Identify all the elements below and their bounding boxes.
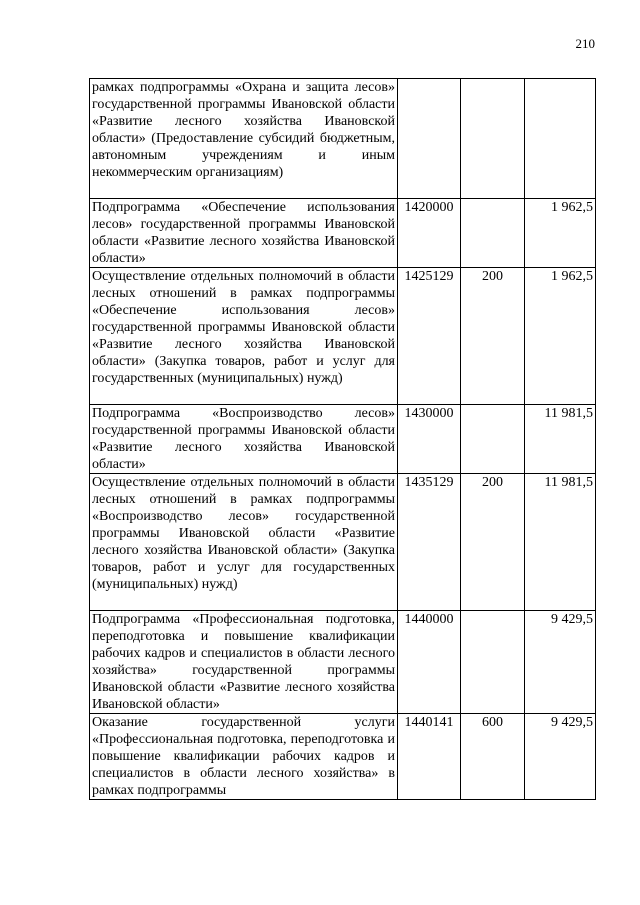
row-type-cell: 200 <box>461 474 525 611</box>
row-type-cell: 200 <box>461 268 525 405</box>
row-code-cell: 1440000 <box>398 611 461 714</box>
row-type-cell <box>461 79 525 199</box>
table-row <box>90 79 596 199</box>
row-code-cell <box>398 79 461 199</box>
table-row <box>90 405 596 474</box>
table-row <box>90 199 596 268</box>
table-row <box>90 474 596 611</box>
row-name-cell: Оказание государственной услуги «Профессиональная подготовка, переподготовка и повышение квалификации рабочих кадров и специалистов в области лесного хозяйства» в рамках подпрограммы <box>90 714 398 800</box>
row-sum-cell: 9 429,5 <box>525 714 596 800</box>
row-name-cell: Осуществление отдельных полномочий в области лесных отношений в рамках подпрограммы «Воспроизводство лесов» государственной программы Ивановской области «Развитие лесного хозяйства Ивановской области» (Закупка товаров, работ и услуг для государственных (муниципальных) нужд) <box>90 474 398 611</box>
row-name-cell: Подпрограмма «Воспроизводство лесов» государственной программы Ивановской области «Развитие лесного хозяйства Ивановской области» <box>90 405 398 474</box>
table-row <box>90 611 596 714</box>
row-type-cell <box>461 199 525 268</box>
row-sum-cell: 1 962,5 <box>525 268 596 405</box>
row-sum-cell: 11 981,5 <box>525 474 596 611</box>
row-name-cell: Подпрограмма «Профессиональная подготовка, переподготовка и повышение квалификации рабочих кадров и специалистов в области лесного хозяйства» государственной программы Ивановской области «Развитие лесного хозяйства Ивановской области» <box>90 611 398 714</box>
table-row <box>90 268 596 405</box>
row-name-cell: Осуществление отдельных полномочий в области лесных отношений в рамках подпрограммы «Обеспечение использования лесов» государственной программы Ивановской области «Развитие лесного хозяйства Ивановской области» (Закупка товаров, работ и услуг для государственных (муниципальных) нужд) <box>90 268 398 405</box>
row-type-cell: 600 <box>461 714 525 800</box>
row-sum-cell <box>525 79 596 199</box>
row-code-cell: 1440141 <box>398 714 461 800</box>
row-type-cell <box>461 611 525 714</box>
budget-table <box>89 78 596 800</box>
row-code-cell: 1425129 <box>398 268 461 405</box>
row-sum-cell: 11 981,5 <box>525 405 596 474</box>
page-number: 210 <box>575 36 595 51</box>
row-code-cell: 1430000 <box>398 405 461 474</box>
row-sum-cell: 1 962,5 <box>525 199 596 268</box>
row-sum-cell: 9 429,5 <box>525 611 596 714</box>
row-code-cell: 1420000 <box>398 199 461 268</box>
row-name-cell: рамках подпрограммы «Охрана и защита лесов» государственной программы Ивановской области «Развитие лесного хозяйства Ивановской области» (Предоставление субсидий бюджетным, автономным учреждениям и иным некоммерческим организациям) <box>90 79 398 199</box>
row-name-cell: Подпрограмма «Обеспечение использования лесов» государственной программы Ивановской области «Развитие лесного хозяйства Ивановской области» <box>90 199 398 268</box>
row-type-cell <box>461 405 525 474</box>
row-code-cell: 1435129 <box>398 474 461 611</box>
table-row <box>90 714 596 800</box>
